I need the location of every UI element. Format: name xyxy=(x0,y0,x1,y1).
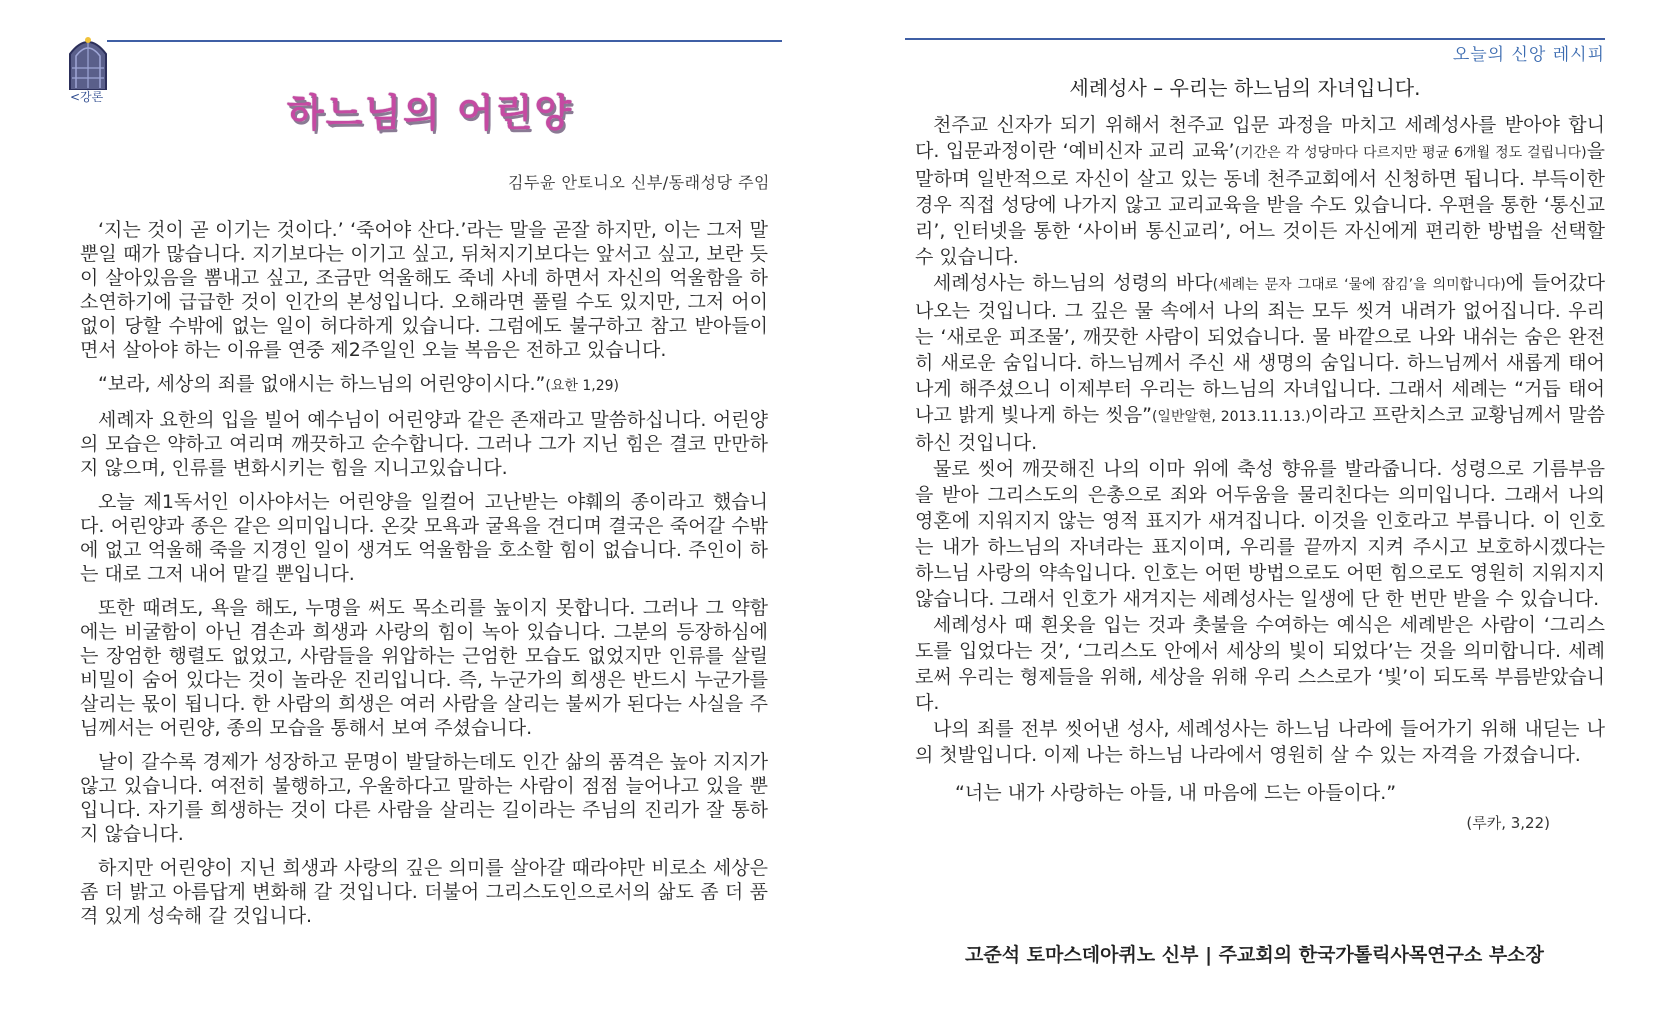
parenthetical-note: (기간은 각 성당마다 다르지만 평균 6개월 정도 걸립니다) xyxy=(1234,145,1587,161)
parenthetical-note: (세례는 문자 그대로 ‘물에 잠김’을 의미합니다) xyxy=(1212,277,1506,293)
stained-glass-logo-icon xyxy=(68,34,108,90)
header-rule xyxy=(107,40,782,42)
paragraph xyxy=(915,112,1605,270)
catechesis-body xyxy=(915,112,1605,833)
text-run: 을 말하며 일반적으로 자신이 살고 있는 동네 천주교회에서 신청하면 됩니다. 부득이한 경우 직접 성당에 나가지 않고 교리교육을 받을 수도 있습니다. 우편을 통한 ‘통신교리’, 인터넷을 통한 ‘사이버 통신교리’, 어느 것이든 자신에게 편리한 방법을 선택할 수 있습니다. xyxy=(915,140,1605,268)
text-run: 천주교 신자가 되기 위해서 천주교 입문 과정을 마치고 세례성사를 받아야 합니다. 입문과정이란 ‘예비신자 교리 교육’ xyxy=(915,114,1605,162)
byline: 김두윤 안토니오 신부/동래성당 주임 xyxy=(508,173,770,192)
section-heading: 세례성사 – 우리는 하느님의 자녀입니다. xyxy=(1069,76,1421,100)
paragraph: 세례성사 때 흰옷을 입는 것과 촛불을 수여하는 예식은 세례받은 사람이 ‘그리스도를 입었다는 것’, ‘그리스도 안에서 세상의 빛이 되었다’는 것을 의미합니다. 세례로써 우리는 형제들을 위해, 세상을 위해 우리 스스로가 ‘빛’이 되도록 부름받았습니다. xyxy=(915,614,1605,714)
text-run: 에 들어갔다 나오는 것입니다. 그 깊은 물 속에서 나의 죄는 모두 씻겨 내려가 없어집니다. 우리는 ‘새로운 피조물’, 깨끗한 사람이 되었습니다. 물 바깥으로 나와 내쉬는 숨은 완전히 새로운 숨입니다. 하느님께서 주신 새 생명의 숨입니다. 하느님께서 새롭게 태어나게 해주셨으니 이제부터 우리는 하느님의 자녀입니다. 그래서 세례는 “거듭 태어나고 밝게 빛나게 하는 씻음” xyxy=(915,272,1605,426)
right-page xyxy=(905,0,1605,1020)
author-credit: 고준석 토마스데아퀴노 신부 | 주교회의 한국가톨릭사목연구소 부소장 xyxy=(965,944,1544,966)
scripture-quote: “너는 내가 사랑하는 아들, 내 마음에 드는 아들이다.” xyxy=(955,782,1397,804)
scripture-quote xyxy=(80,372,768,398)
paragraph: ‘지는 것이 곧 이기는 것이다.’ ‘죽어야 산다.’라는 말을 곧잘 하지만, 이는 그저 말뿐일 때가 많습니다. 지기보다는 이기고 싶고, 뒤처지기보다는 앞서고 싶고, 보란 듯이 살아있음을 뽐내고 싶고, 조금만 억울해도 죽네 사네 하면서 자신의 억울함을 하소연하기에 급급한 것이 인간의 본성입니다. 오해라면 풀릴 수도 있지만, 그저 어이없이 당할 수밖에 없는 일이 허다하게 있습니다. 그럼에도 불구하고 참고 받아들이면서 살아야 하는 이유를 연중 제2주일인 오늘 복음은 전하고 있습니다. xyxy=(80,219,768,361)
quote-reference: (루카, 3,22) xyxy=(1466,814,1550,832)
paragraph xyxy=(915,270,1605,456)
parenthetical-note: (일반알현, 2013.11.13.) xyxy=(1151,409,1311,425)
paragraph: 또한 때려도, 욕을 해도, 누명을 써도 목소리를 높이지 못합니다. 그러나 그 약함에는 비굴함이 아닌 겸손과 희생과 사랑의 힘이 녹아 있습니다. 그분의 등장하심에는 장엄한 행렬도 없었고, 사람들을 위압하는 근엄한 모습도 없었지만 인류를 살릴 비밀이 숨어 있다는 것이 놀라운 진리입니다. 즉, 누군가의 희생은 반드시 누군가를 살리는 몫이 됩니다. 한 사람의 희생은 여러 사람을 살리는 불씨가 된다는 사실을 주님께서는 어린양, 종의 모습을 통해서 보여 주셨습니다. xyxy=(80,597,768,739)
left-page xyxy=(62,0,782,1020)
text-run: 이라고 프란치스코 교황님께서 말씀하신 것입니다. xyxy=(915,404,1605,454)
paragraph: 하지만 어린양이 지닌 희생과 사랑의 깊은 의미를 살아갈 때라야만 비로소 세상은 좀 더 밝고 아름답게 변화해 갈 것입니다. 더불어 그리스도인으로서의 삶도 좀 더 품격 있게 성숙해 갈 것입니다. xyxy=(80,857,768,927)
paragraph: 나의 죄를 전부 씻어낸 성사, 세례성사는 하느님 나라에 들어가기 위해 내딛는 나의 첫발입니다. 이제 나는 하느님 나라에서 영원히 살 수 있는 자격을 가졌습니다. xyxy=(915,718,1605,766)
homily-body xyxy=(80,218,768,938)
paragraph: 물로 씻어 깨끗해진 나의 이마 위에 축성 향유를 발라줍니다. 성령으로 기름부음을 받아 그리스도의 은총으로 죄와 어두움을 물리친다는 의미입니다. 그래서 나의 영혼에 지워지지 않는 영적 표지가 새겨집니다. 이것을 인호라고 부릅니다. 이 인호는 내가 하느님의 자녀라는 표지이며, 우리를 끝까지 지켜 주시고 보호하시겠다는 하느님 사랑의 약속입니다. 인호는 어떤 방법으로도 어떤 힘으로도 영원히 지워지지 않습니다. 그래서 인호가 새겨지는 세례성사는 일생에 단 한 번만 받을 수 있습니다. xyxy=(915,458,1605,610)
paragraph: 세례자 요한의 입을 빌어 예수님이 어린양과 같은 존재라고 말씀하십니다. 어린양의 모습은 약하고 여리며 깨끗하고 순수합니다. 그러나 그가 지닌 힘은 결코 만만하지 않으며, 인류를 변화시키는 힘을 지니고있습니다. xyxy=(80,409,768,479)
logo-caption: <강론 xyxy=(70,90,104,104)
text-run: 세례성사는 하느님의 성령의 바다 xyxy=(933,272,1213,294)
quote-text: “보라, 세상의 죄를 없애시는 하느님의 어린양이시다.” xyxy=(98,373,546,395)
quote-reference: (요한 1,29) xyxy=(545,378,620,394)
page-title: 하느님의 어린양 xyxy=(287,91,574,135)
paragraph: 오늘 제1독서인 이사야서는 어린양을 일컬어 고난받는 야훼의 종이라고 했습니다. 어린양과 종은 같은 의미입니다. 온갖 모욕과 굴욕을 견디며 결국은 죽어갈 수밖에 없고 억울해 죽을 지경인 일이 생겨도 억울함을 호소할 힘이 없습니다. 주인이 하는 대로 그저 내어 맡길 뿐입니다. xyxy=(80,491,768,585)
paragraph: 날이 갈수록 경제가 성장하고 문명이 발달하는데도 인간 삶의 품격은 높아 지지가 않고 있습니다. 여전히 불행하고, 우울하다고 말하는 사람이 점점 늘어나고 있을 뿐입니다. 자기를 희생하는 것이 다른 사람을 살리는 길이라는 주님의 진리가 잘 통하지 않습니다. xyxy=(80,751,768,845)
series-label: 오늘의 신앙 레시피 xyxy=(1452,45,1605,65)
